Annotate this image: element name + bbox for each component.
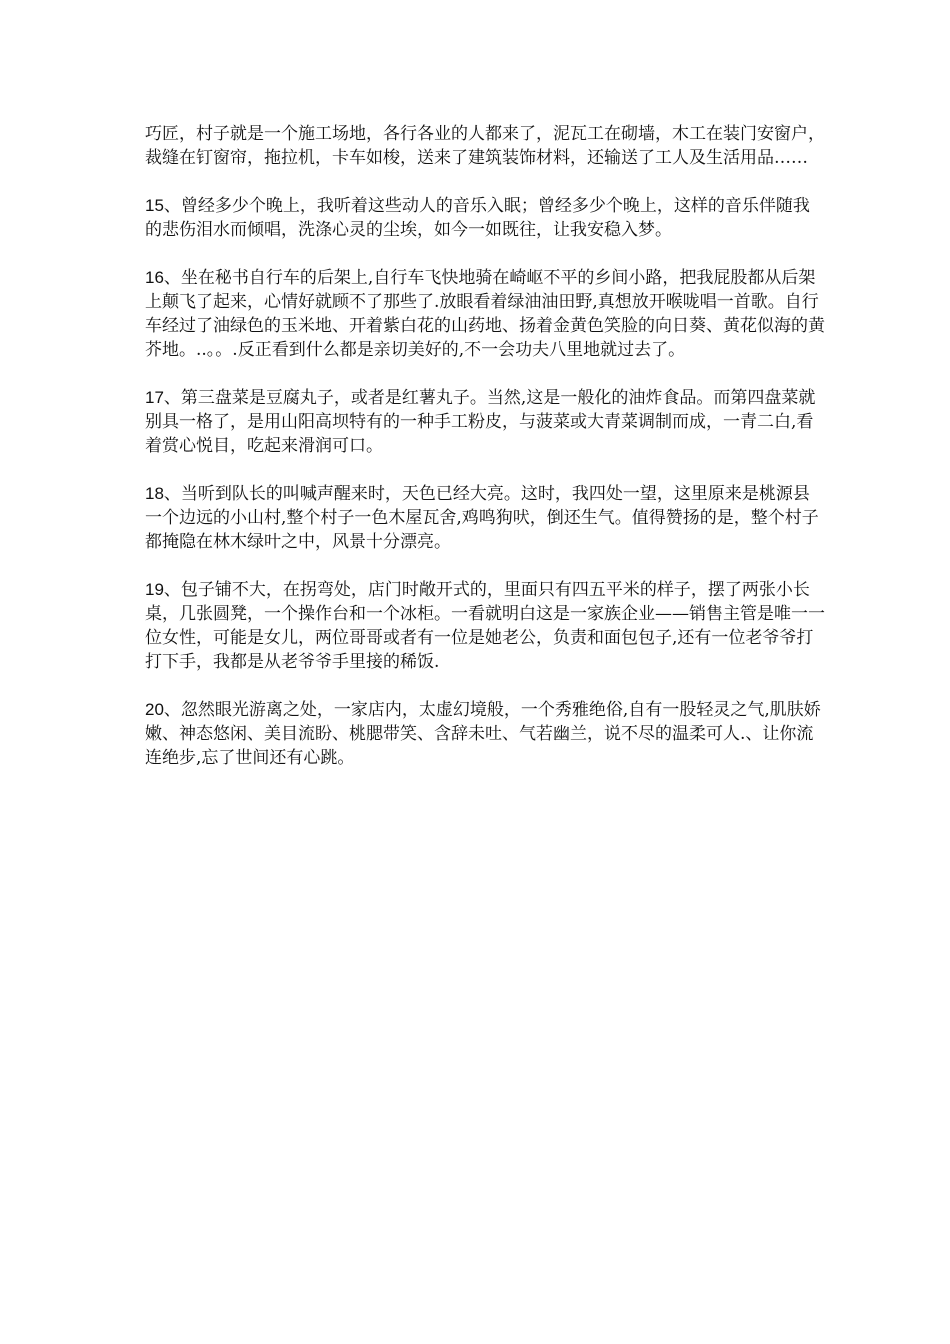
paragraph-15 (145, 194, 825, 242)
paragraph-17 (145, 386, 825, 458)
paragraph-number: 19 (145, 580, 164, 599)
document-body (145, 122, 825, 770)
paragraph-text: 、曾经多少个晚上，我听着这些动人的音乐入眠；曾经多少个晚上，这样的音乐伴随我的悲伤泪水而倾唱，洗涤心灵的尘埃，如今一如既往，让我安稳入梦。 (145, 196, 810, 240)
paragraph-16 (145, 266, 825, 362)
paragraph-18 (145, 482, 825, 554)
paragraph-text: 、忽然眼光游离之处，一家店内，太虚幻境般，一个秀雅绝俗,自有一股轻灵之气,肌肤娇嫩、神态悠闲、美目流盼、桃腮带笑、含辞未吐、气若幽兰，说不尽的温柔可人.、让你流连绝步,忘了世间还有心跳。 (145, 700, 821, 768)
paragraph-number: 16 (145, 268, 164, 287)
paragraph-number: 17 (145, 388, 164, 407)
paragraph-number: 18 (145, 484, 164, 503)
paragraph-continuation (145, 122, 825, 170)
paragraph-19 (145, 578, 825, 674)
paragraph-20 (145, 698, 825, 770)
paragraph-number: 20 (145, 700, 164, 719)
paragraph-text: 、坐在秘书自行车的后架上,自行车飞快地骑在崎岖不平的乡间小路，把我屁股都从后架上颠飞了起来，心情好就顾不了那些了.放眼看着绿油油田野,真想放开喉咙唱一首歌。自行车经过了油绿色的玉米地、开着紫白花的山药地、扬着金黄色笑脸的向日葵、黄花似海的黄芥地。..。。.反正看到什么都是亲切美好的,不一会功夫八里地就过去了。 (145, 268, 825, 360)
paragraph-text: 、第三盘菜是豆腐丸子，或者是红薯丸子。当然,这是一般化的油炸食品。而第四盘菜就别具一格了，是用山阳高坝特有的一种手工粉皮，与菠菜或大青菜调制而成，一青二白,看着赏心悦目，吃起来滑润可口。 (145, 388, 816, 456)
paragraph-text: 巧匠，村子就是一个施工场地，各行各业的人都来了，泥瓦工在砌墙，木工在装门安窗户，裁缝在钉窗帘，拖拉机，卡车如梭，送来了建筑装饰材料，还输送了工人及生活用品…… (145, 124, 825, 168)
paragraph-text: 、包子铺不大，在拐弯处，店门时敞开式的，里面只有四五平米的样子，摆了两张小长桌，几张圆凳，一个操作台和一个冰柜。一看就明白这是一家族企业——销售主管是唯一一位女性，可能是女儿，两位哥哥或者有一位是她老公，负责和面包包子,还有一位老爷爷打打下手，我都是从老爷爷手里接的稀饭. (145, 580, 825, 672)
paragraph-text: 、当听到队长的叫喊声醒来时，天色已经大亮。这时，我四处一望，这里原来是桃源县一个边远的小山村,整个村子一色木屋瓦舍,鸡鸣狗吠，倒还生气。值得赞扬的是，整个村子都掩隐在林木绿叶之中，风景十分漂亮。 (145, 484, 819, 552)
paragraph-number: 15 (145, 196, 164, 215)
